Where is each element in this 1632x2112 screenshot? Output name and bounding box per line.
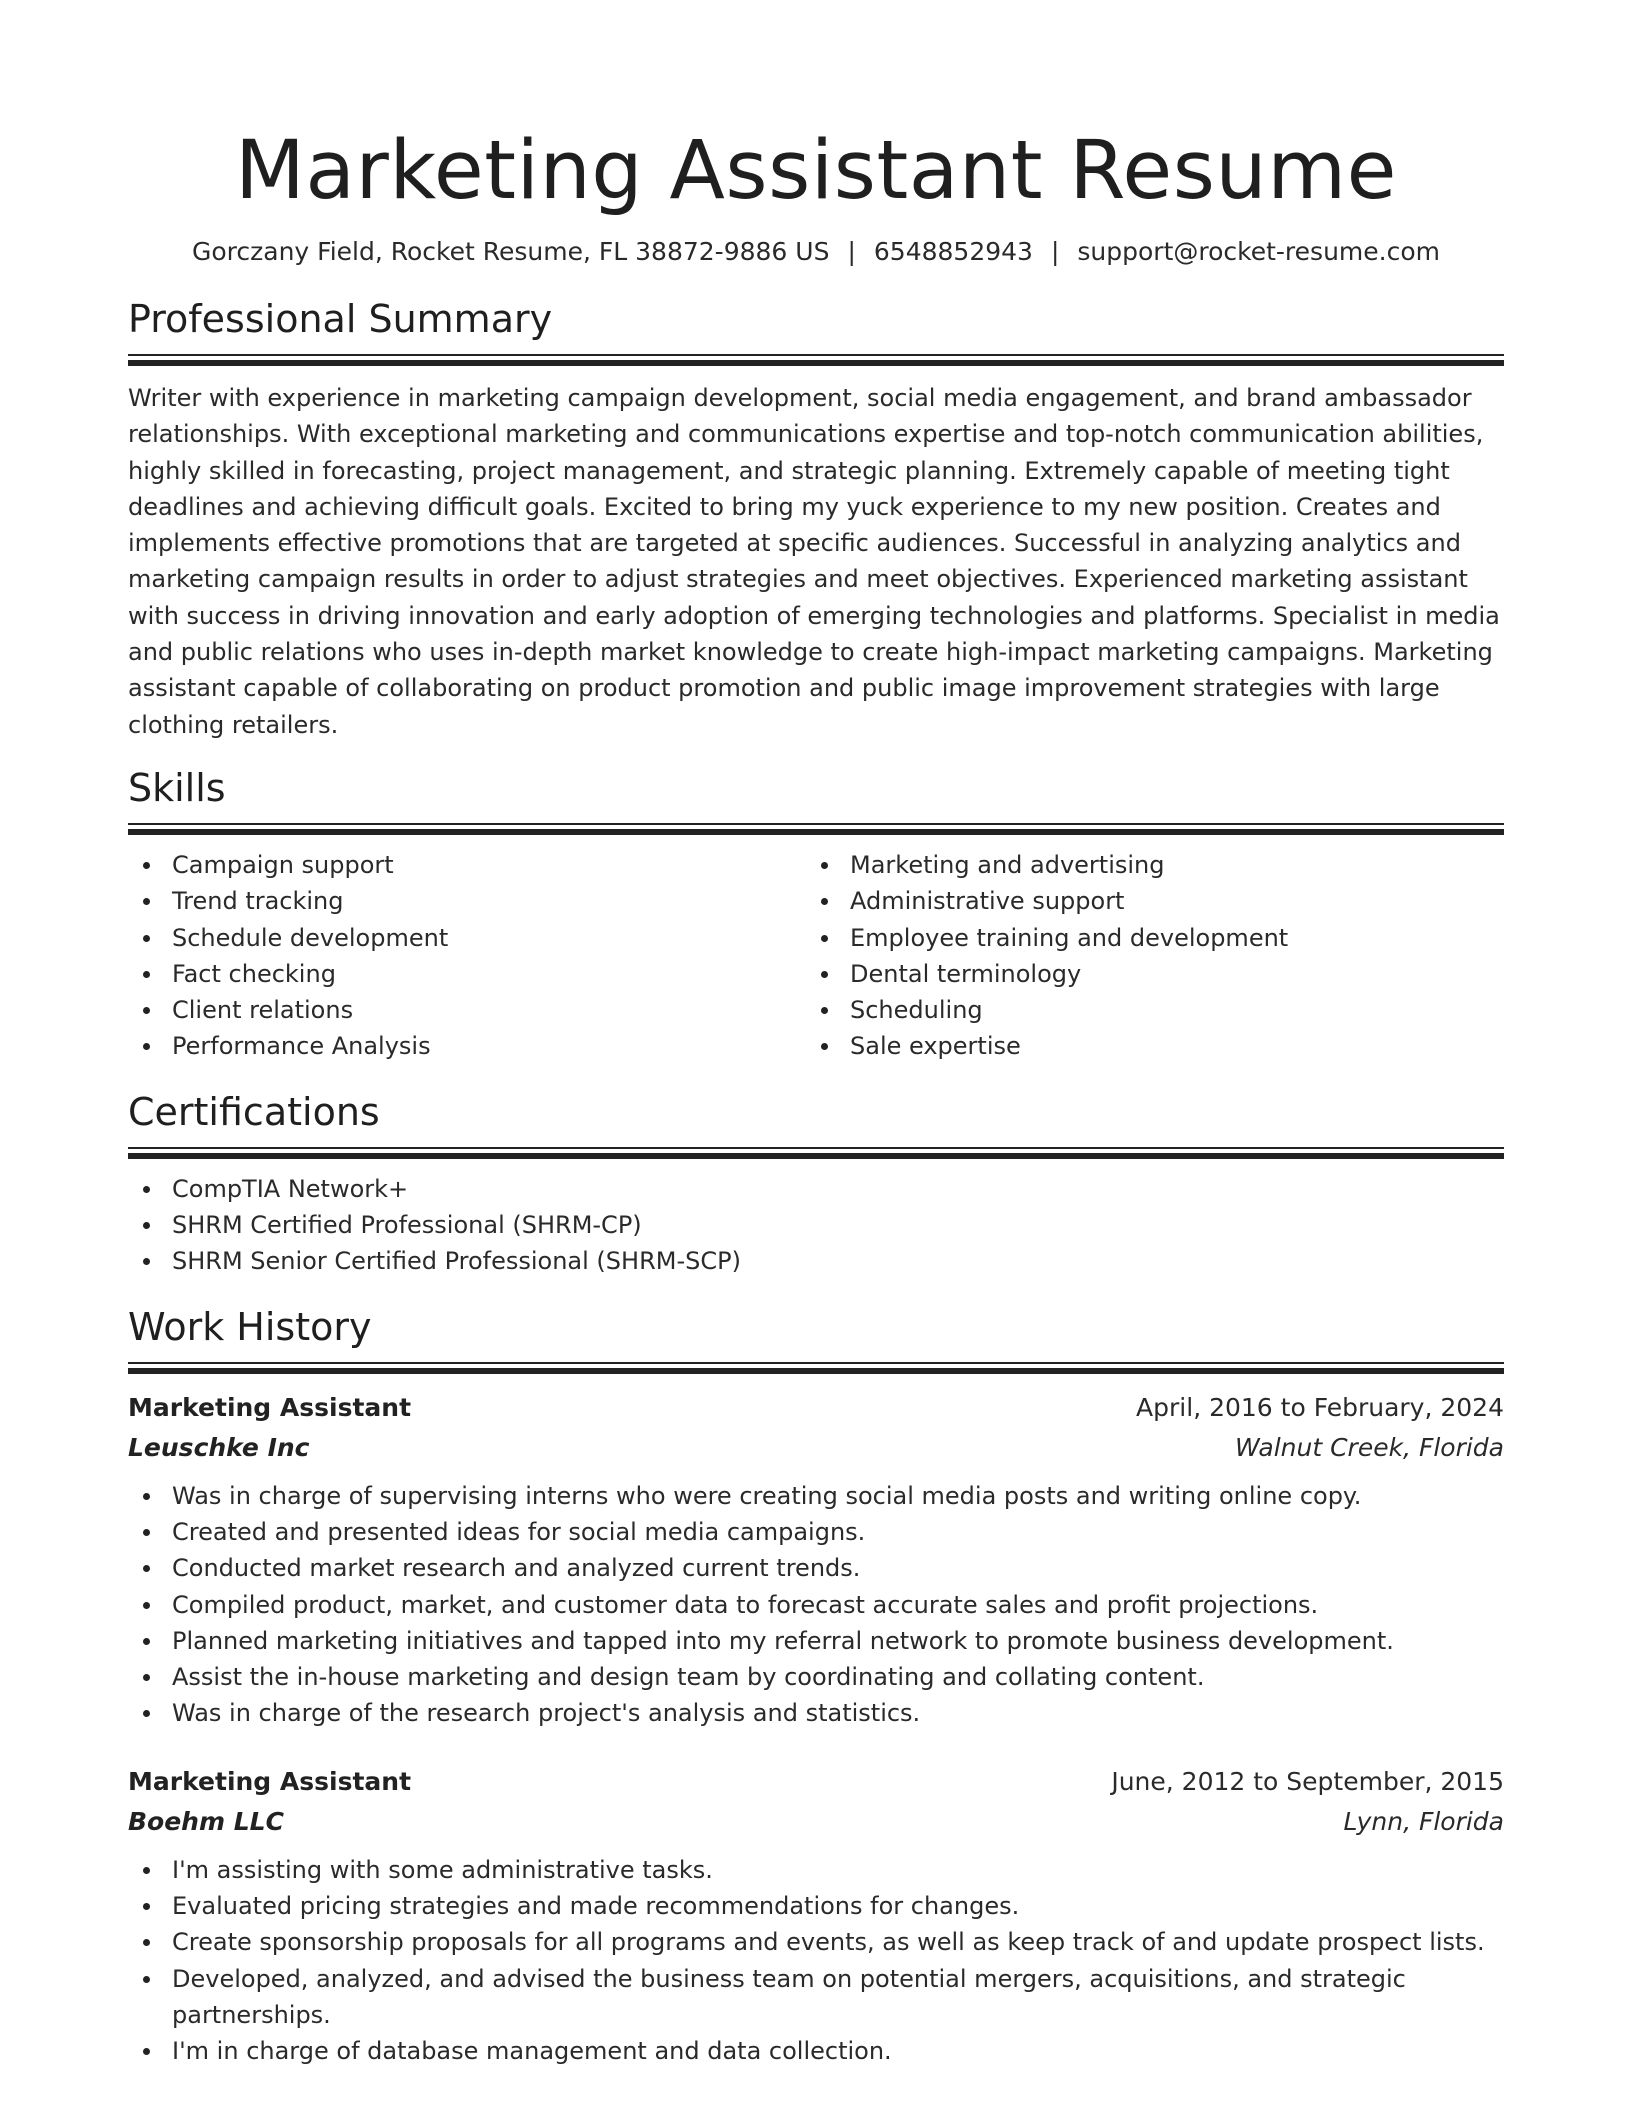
certifications-heading: Certifications <box>128 1089 380 1134</box>
section-divider <box>128 1147 1504 1159</box>
contact-email: support@rocket-resume.com <box>1077 237 1440 266</box>
section-divider <box>128 823 1504 835</box>
skill-item: Sale expertise <box>806 1028 1484 1064</box>
work-history-heading: Work History <box>128 1304 372 1349</box>
job-entry <box>128 1762 1504 2070</box>
job-duty: Created and presented ideas for social media campaigns. <box>128 1514 1504 1550</box>
job-header-row <box>128 1388 1504 1428</box>
skill-item: Fact checking <box>128 956 806 992</box>
certification-item: SHRM Certified Professional (SHRM-CP) <box>128 1207 1504 1243</box>
skill-item: Performance Analysis <box>128 1028 806 1064</box>
job-duty: Was in charge of supervising interns who were creating social media posts and writing online copy. <box>128 1478 1504 1514</box>
job-duty: Evaluated pricing strategies and made recommendations for changes. <box>128 1888 1504 1924</box>
skills-list-right <box>806 847 1484 1065</box>
skills-columns <box>128 847 1504 1065</box>
job-duty: Assist the in-house marketing and design team by coordinating and collating content. <box>128 1659 1504 1695</box>
job-company-row <box>128 1802 1504 1842</box>
certification-item: CompTIA Network+ <box>128 1171 1504 1207</box>
skill-item: Client relations <box>128 992 806 1028</box>
skill-item: Scheduling <box>806 992 1484 1028</box>
job-duty: Planned marketing initiatives and tapped into my referral network to promote business development. <box>128 1623 1504 1659</box>
section-divider <box>128 354 1504 366</box>
summary-heading: Professional Summary <box>128 297 553 341</box>
job-title: Marketing Assistant <box>128 1392 412 1422</box>
skill-item: Marketing and advertising <box>806 847 1484 883</box>
skill-item: Schedule development <box>128 920 806 956</box>
summary-section <box>128 294 1504 743</box>
section-divider <box>128 1362 1504 1374</box>
job-entry <box>128 1388 1504 1732</box>
summary-text: Writer with experience in marketing campaign development, social media engagement, and brand ambassador relationships. With exceptional marketing and communications expertise and top-notch communication abilities, highly skilled in forecasting, project management, and strategic planning. Extremely capable of meeting tight deadlines and achieving difficult goals. Excited to bring my yuck experience to my new position. Creates and implements effective promotions that are targeted at specific audiences. Successful in analyzing analytics and marketing campaign results in order to adjust strategies and meet objectives. Experienced marketing assistant with success in driving innovation and early adoption of emerging technologies and platforms. Specialist in media and public relations who uses in-depth market knowledge to create high-impact marketing campaigns. Marketing assistant capable of collaborating on product promotion and public image improvement strategies with large clothing retailers. <box>128 384 1500 739</box>
document-title: Marketing Assistant Resume <box>235 124 1397 218</box>
job-company: Boehm LLC <box>128 1806 284 1836</box>
contact-separator: | <box>847 237 856 266</box>
job-duty: Developed, analyzed, and advised the business team on potential mergers, acquisitions, and strategic partnerships. <box>128 1961 1504 2034</box>
work-history-section <box>128 1302 1504 2070</box>
job-title: Marketing Assistant <box>128 1766 412 1796</box>
job-duty: Create sponsorship proposals for all programs and events, as well as keep track of and update prospect lists. <box>128 1924 1504 1960</box>
job-duty: Conducted market research and analyzed current trends. <box>128 1550 1504 1586</box>
contact-address: Gorczany Field, Rocket Resume, FL 38872-9886 US <box>192 237 830 266</box>
job-duty: I'm assisting with some administrative tasks. <box>128 1852 1504 1888</box>
job-header-row <box>128 1762 1504 1802</box>
job-duty: Compiled product, market, and customer data to forecast accurate sales and profit projections. <box>128 1587 1504 1623</box>
job-company: Leuschke Inc <box>128 1432 310 1462</box>
contact-line <box>128 234 1504 270</box>
skill-item: Administrative support <box>806 883 1484 919</box>
skills-list-left <box>128 847 806 1065</box>
job-duties-list <box>128 1478 1504 1732</box>
job-duties-list <box>128 1852 1504 2070</box>
job-location: Walnut Creek, Florida <box>1235 1432 1504 1462</box>
certifications-section <box>128 1087 1504 1280</box>
job-duty: Was in charge of the research project's analysis and statistics. <box>128 1695 1504 1731</box>
resume-page <box>128 0 1504 2070</box>
contact-separator: | <box>1050 237 1060 266</box>
skills-heading: Skills <box>128 765 226 810</box>
job-dates: April, 2016 to February, 2024 <box>1136 1392 1504 1422</box>
skills-section <box>128 763 1504 1065</box>
job-duty: I'm in charge of database management and data collection. <box>128 2033 1504 2069</box>
skill-item: Employee training and development <box>806 920 1484 956</box>
certification-item: SHRM Senior Certified Professional (SHRM-SCP) <box>128 1243 1504 1279</box>
certifications-list <box>128 1171 1504 1280</box>
contact-phone: 6548852943 <box>873 237 1033 266</box>
job-location: Lynn, Florida <box>1343 1806 1504 1836</box>
skill-item: Campaign support <box>128 847 806 883</box>
skill-item: Dental terminology <box>806 956 1484 992</box>
skill-item: Trend tracking <box>128 883 806 919</box>
job-company-row <box>128 1428 1504 1468</box>
job-dates: June, 2012 to September, 2015 <box>1111 1766 1504 1796</box>
